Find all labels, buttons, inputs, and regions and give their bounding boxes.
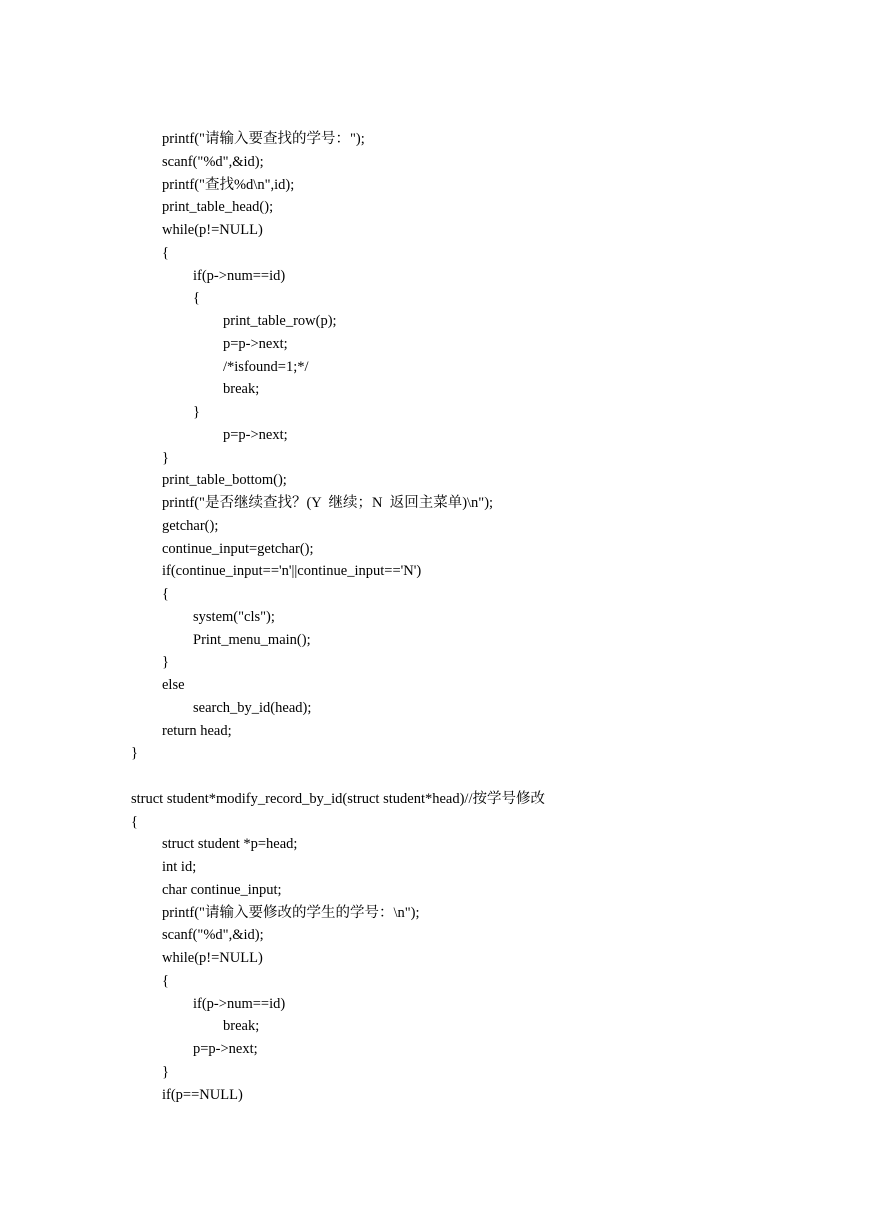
code-line: printf("查找%d\n",id);: [162, 176, 295, 193]
code-line: print_table_row(p);: [223, 313, 337, 329]
code-line: }: [162, 654, 169, 671]
code-line: search_by_id(head);: [193, 699, 312, 716]
code-line: if(continue_input=='n'||continue_input=='N'): [162, 563, 422, 580]
code-line: struct student *p=head;: [162, 836, 298, 853]
code-line: while(p!=NULL): [162, 222, 263, 238]
code-line: Print_menu_main();: [193, 631, 311, 648]
code-line: {: [162, 244, 169, 261]
code-line: }: [162, 449, 169, 466]
code-line: struct student*modify_record_by_id(struct student*head)//按学号修改: [131, 790, 545, 807]
code-line: scanf("%d",&id);: [162, 153, 264, 170]
code-line: printf("请输入要修改的学生的学号：\n");: [162, 904, 420, 921]
code-line: system("cls");: [193, 608, 275, 625]
code-line: {: [162, 586, 169, 602]
code-line: {: [162, 972, 169, 989]
code-line: p=p->next;: [223, 426, 288, 443]
code-line: /*isfound=1;*/: [223, 358, 309, 375]
code-line: if(p==NULL): [162, 1086, 243, 1103]
code-listing: [131, 128, 545, 1106]
code-line: }: [193, 404, 200, 420]
code-line: break;: [223, 381, 260, 398]
code-line: continue_input=getchar();: [162, 540, 314, 557]
code-line: p=p->next;: [193, 1041, 258, 1057]
code-line: print_table_bottom();: [162, 472, 287, 489]
code-line: break;: [223, 1018, 260, 1035]
code-line: p=p->next;: [223, 335, 288, 352]
code-line: if(p->num==id): [193, 267, 286, 284]
code-line: print_table_head();: [162, 199, 274, 216]
code-line: return head;: [162, 722, 232, 739]
code-line: }: [131, 745, 138, 762]
code-line: printf("是否继续查找？(Y 继续；N 返回主菜单)\n");: [162, 495, 494, 511]
code-line: [131, 765, 545, 788]
code-line: printf("请输入要查找的学号：");: [162, 131, 365, 147]
code-line: {: [131, 813, 138, 830]
code-line: getchar();: [162, 517, 219, 534]
code-line: char continue_input;: [162, 881, 282, 898]
code-line: }: [162, 1063, 169, 1080]
code-line: if(p->num==id): [193, 995, 286, 1012]
code-line: {: [193, 290, 200, 307]
code-line: scanf("%d",&id);: [162, 927, 264, 944]
code-line: int id;: [162, 859, 197, 875]
code-line: while(p!=NULL): [162, 950, 263, 966]
code-line: else: [162, 677, 185, 693]
